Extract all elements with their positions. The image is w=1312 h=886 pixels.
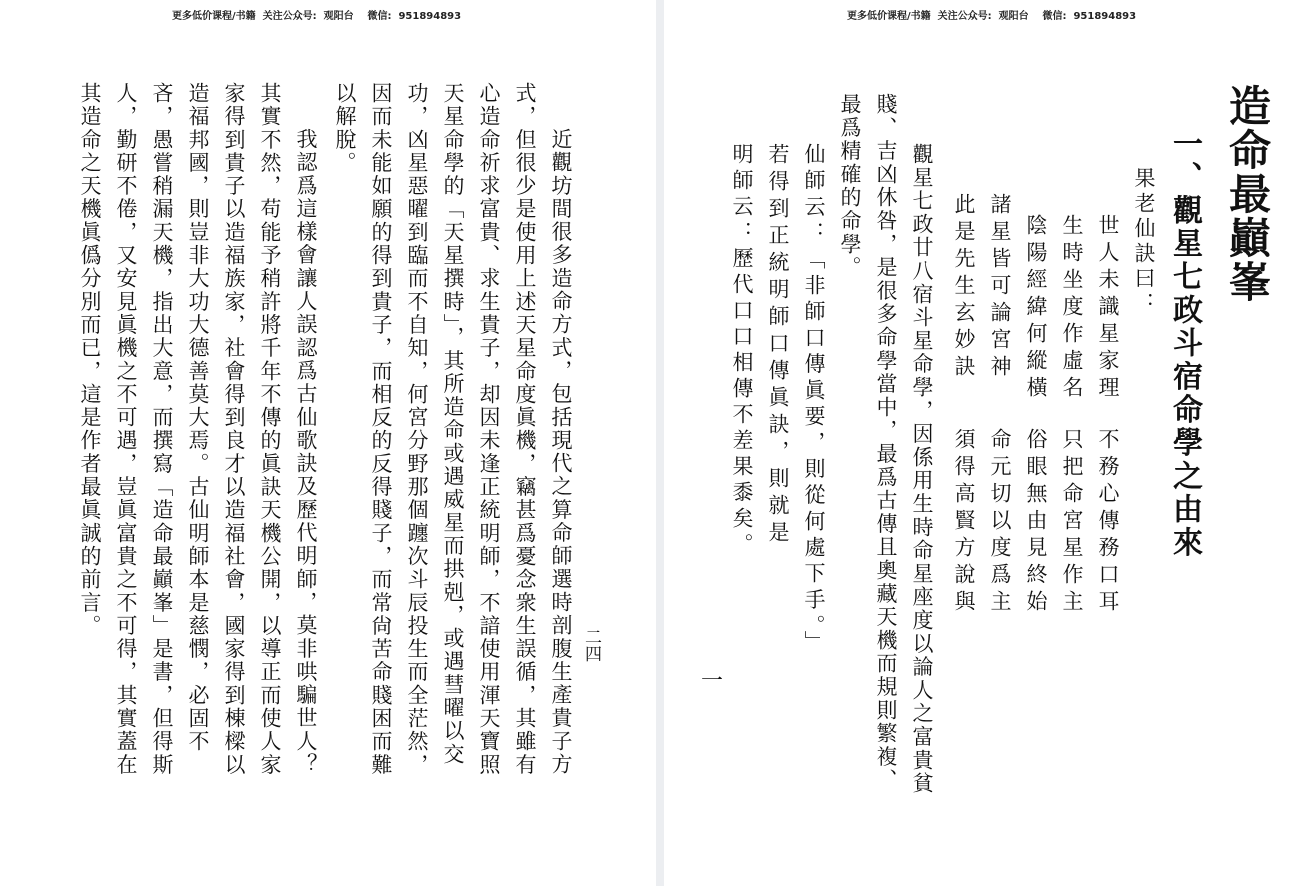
- paragraph-line: 觀星七政廿八宿斗星命學，因係用生時命星座度以論人之富貴貧: [910, 143, 934, 796]
- page-number: 二四: [581, 628, 601, 662]
- text-column: 因而未能如願的得到貴子，而相反的反得賤子，而常尙苦命賤困而難: [369, 82, 393, 777]
- verse-intro: 果老仙訣曰：: [1132, 167, 1156, 317]
- verse-line-a: 生時坐度作虛名: [1060, 214, 1084, 403]
- book-title: 造命最巓峯: [1223, 84, 1272, 304]
- page-header: 更多低价课程/书籍 关注公众号: 观阳台 微信: 951894893: [847, 11, 1137, 22]
- paragraph-line: 賤、吉凶休咎，是很多命學當中，最爲古傳且奧藏天機而規則繁複、: [874, 93, 898, 792]
- verse-line-b: 只把命宮星作主: [1060, 428, 1084, 617]
- paragraph-line: 最爲精確的命學。: [838, 93, 862, 280]
- right-page: [664, 0, 1312, 886]
- text-column: 吝，愚嘗稍漏天機，指出大意，而撰寫「造命最巓峯」是書，但得斯: [150, 82, 174, 777]
- text-column: 其實不然，苟能予稍許將千年不傳的眞訣天機公開，以導正而使人家: [258, 82, 282, 777]
- verse-line-b: 不務心傳務口耳: [1096, 428, 1120, 617]
- page-header: 更多低价课程/书籍 关注公众号: 观阳台 微信: 951894893: [172, 11, 462, 22]
- text-column: 我認爲這樣會讓人誤認爲古仙歌訣及歷代明師，莫非哄騙世人？: [294, 128, 318, 777]
- text-column: 近觀坊間很多造命方式，包括現代之算命師選時剖腹生產貴子方: [549, 128, 573, 777]
- quote-line: 仙師云：「非師口傳眞要，則從何處下手。」: [802, 143, 826, 657]
- quote-line: 若得到正統明師口傳眞訣，則就是: [766, 143, 790, 548]
- verse-line-b: 命元切以度爲主: [988, 428, 1012, 617]
- verse-line-a: 此是先生玄妙訣: [952, 193, 976, 382]
- page-gutter: [656, 0, 664, 886]
- text-column: 家得到貴子以造福族家，社會得到良才以造福社會，國家得到棟樑以: [222, 82, 246, 777]
- verse-line-a: 諸星皆可論宮神: [988, 193, 1012, 382]
- text-column: 式，但很少是使用上述天星命度眞機，竊甚爲憂念衆生誤循，其雖有: [513, 82, 537, 777]
- text-column: 心造命祈求富貴、求生貴子，却因未逢正統明師，不諳使用渾天寶照: [477, 82, 501, 777]
- quote-line: 明師云：歷代口口相傳不差果黍矣。: [730, 143, 754, 559]
- verse-line-b: 俗眼無由見終始: [1024, 428, 1048, 617]
- text-column: 功，凶星惡曜到臨而不自知，何宮分野那個躔次斗辰投生而全茫然，: [405, 82, 429, 777]
- text-column: 天星命學的「天星撰時」，其所造命或遇威星而拱剋，或遇彗曜以交: [441, 82, 465, 766]
- text-column: 造福邦國，則豈非大功大德善莫大焉。古仙明師本是慈憫，必固不: [186, 82, 210, 754]
- verse-line-b: 須得高賢方說與: [952, 428, 976, 617]
- section-title: 一、觀星七政斗宿命學之由來: [1167, 128, 1202, 560]
- margin-mark: 一: [701, 669, 724, 694]
- text-column: 人，勤研不倦，又安見眞機之不可遇，豈眞富貴之不可得，其實蓋在: [114, 82, 138, 777]
- text-column: 其造命之天機眞僞分別而已，這是作者最眞誠的前言。: [78, 82, 102, 638]
- verse-line-a: 陰陽經緯何縱橫: [1024, 214, 1048, 403]
- text-column: 以解脫。: [333, 82, 357, 175]
- verse-line-a: 世人未識星家理: [1096, 214, 1120, 403]
